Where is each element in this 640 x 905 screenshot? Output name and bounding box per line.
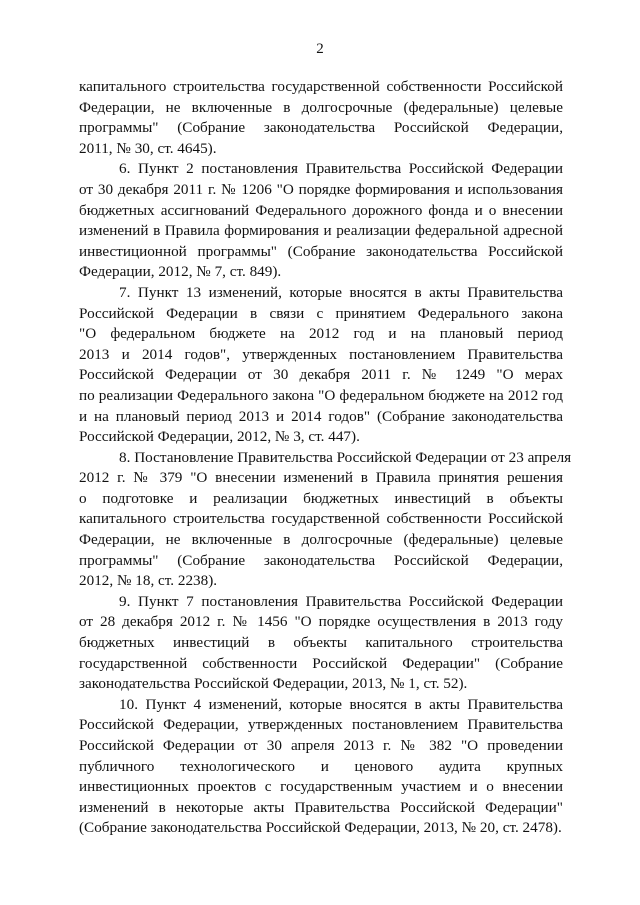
text-line: бюджетных ассигнований Федерального дорожного фонда и о внесении [79, 201, 563, 219]
text-line: капитального строительства государственной собственности Российской [79, 78, 563, 95]
text-line: Российской Федерации от 30 апреля 2013 г. № 382 "О проведении [79, 737, 563, 754]
page-number: 2 [316, 41, 324, 57]
text-line: законодательства Российской Федерации, 2013, № 1, ст. 52). [79, 675, 468, 693]
text-line: 2012, № 18, ст. 2238). [79, 572, 218, 590]
text-line: капитального строительства государственной собственности Российской [79, 510, 563, 528]
text-line: Федерации, 2012, № 7, ст. 849). [79, 263, 282, 281]
text-line: от 28 декабря 2012 г. № 1456 "О порядке осуществления в 2013 году [79, 613, 563, 631]
text-line: Федерации, не включенные в долгосрочные (федеральные) целевые [79, 531, 563, 549]
document-body [79, 77, 572, 839]
text-line: 6. Пункт 2 постановления Правительства Российской Федерации [119, 160, 563, 178]
text-line: бюджетных инвестиций в объекты капитального строительства [79, 634, 563, 652]
text-line: Российской Федерации, утвержденных постановлением Правительства [79, 716, 563, 734]
text-line: Федерации, не включенные в долгосрочные (федеральные) целевые [79, 98, 563, 116]
paragraph-continuation [79, 77, 563, 159]
text-line: публичного технологического и ценового аудита крупных [79, 757, 563, 775]
text-line: о подготовке и реализации бюджетных инвестиций в объекты [79, 489, 563, 507]
text-line: программы" (Собрание законодательства Российской Федерации, [79, 119, 563, 137]
text-line: инвестиционных проектов с государственным участием и о внесении [79, 778, 563, 796]
text-line: Российской Федерации, 2012, № 3, ст. 447). [79, 428, 360, 446]
paragraph-item-9 [79, 592, 563, 695]
text-line: от 30 декабря 2011 г. № 1206 "О порядке формирования и использования [79, 180, 563, 198]
text-line: 8. Постановление Правительства Российской Федерации от 23 апреля [119, 448, 572, 466]
paragraph-item-6 [79, 159, 563, 283]
text-line: 2011, № 30, ст. 4645). [79, 139, 217, 157]
text-line: государственной собственности Российской Федерации" (Собрание [79, 654, 563, 672]
text-line: по реализации Федерального закона "О федеральном бюджете на 2012 год [79, 386, 563, 404]
text-line: изменений в некоторые акты Правительства Российской Федерации" [79, 798, 563, 816]
text-line: 9. Пункт 7 постановления Правительства Российской Федерации [119, 592, 563, 610]
paragraph-item-10 [79, 695, 563, 839]
text-line: "О федеральном бюджете на 2012 год и на плановый период [79, 325, 563, 343]
text-line: 10. Пункт 4 изменений, которые вносятся в акты Правительства [119, 695, 563, 713]
text-line: 2013 и 2014 годов", утвержденных постановлением Правительства [79, 345, 563, 363]
text-line: программы" (Собрание законодательства Российской Федерации, [79, 551, 563, 569]
text-line: Российской Федерации в связи с принятием Федерального закона [79, 304, 563, 322]
text-line: изменений в Правила формирования и реализации федеральной адресной [79, 222, 563, 240]
text-line: и на плановый период 2013 и 2014 годов" (Собрание законодательства [79, 407, 563, 425]
text-line: 7. Пункт 13 изменений, которые вносятся в акты Правительства [119, 283, 563, 301]
paragraph-item-8 [79, 448, 572, 592]
text-line: 2012 г. № 379 "О внесении изменений в Правила принятия решения [79, 469, 563, 487]
text-line: инвестиционной программы" (Собрание законодательства Российской [79, 242, 563, 260]
paragraph-item-7 [79, 283, 563, 448]
text-line: Российской Федерации от 30 декабря 2011 г. № 1249 "О мерах [79, 366, 563, 384]
text-line: (Собрание законодательства Российской Федерации, 2013, № 20, ст. 2478). [79, 819, 562, 837]
